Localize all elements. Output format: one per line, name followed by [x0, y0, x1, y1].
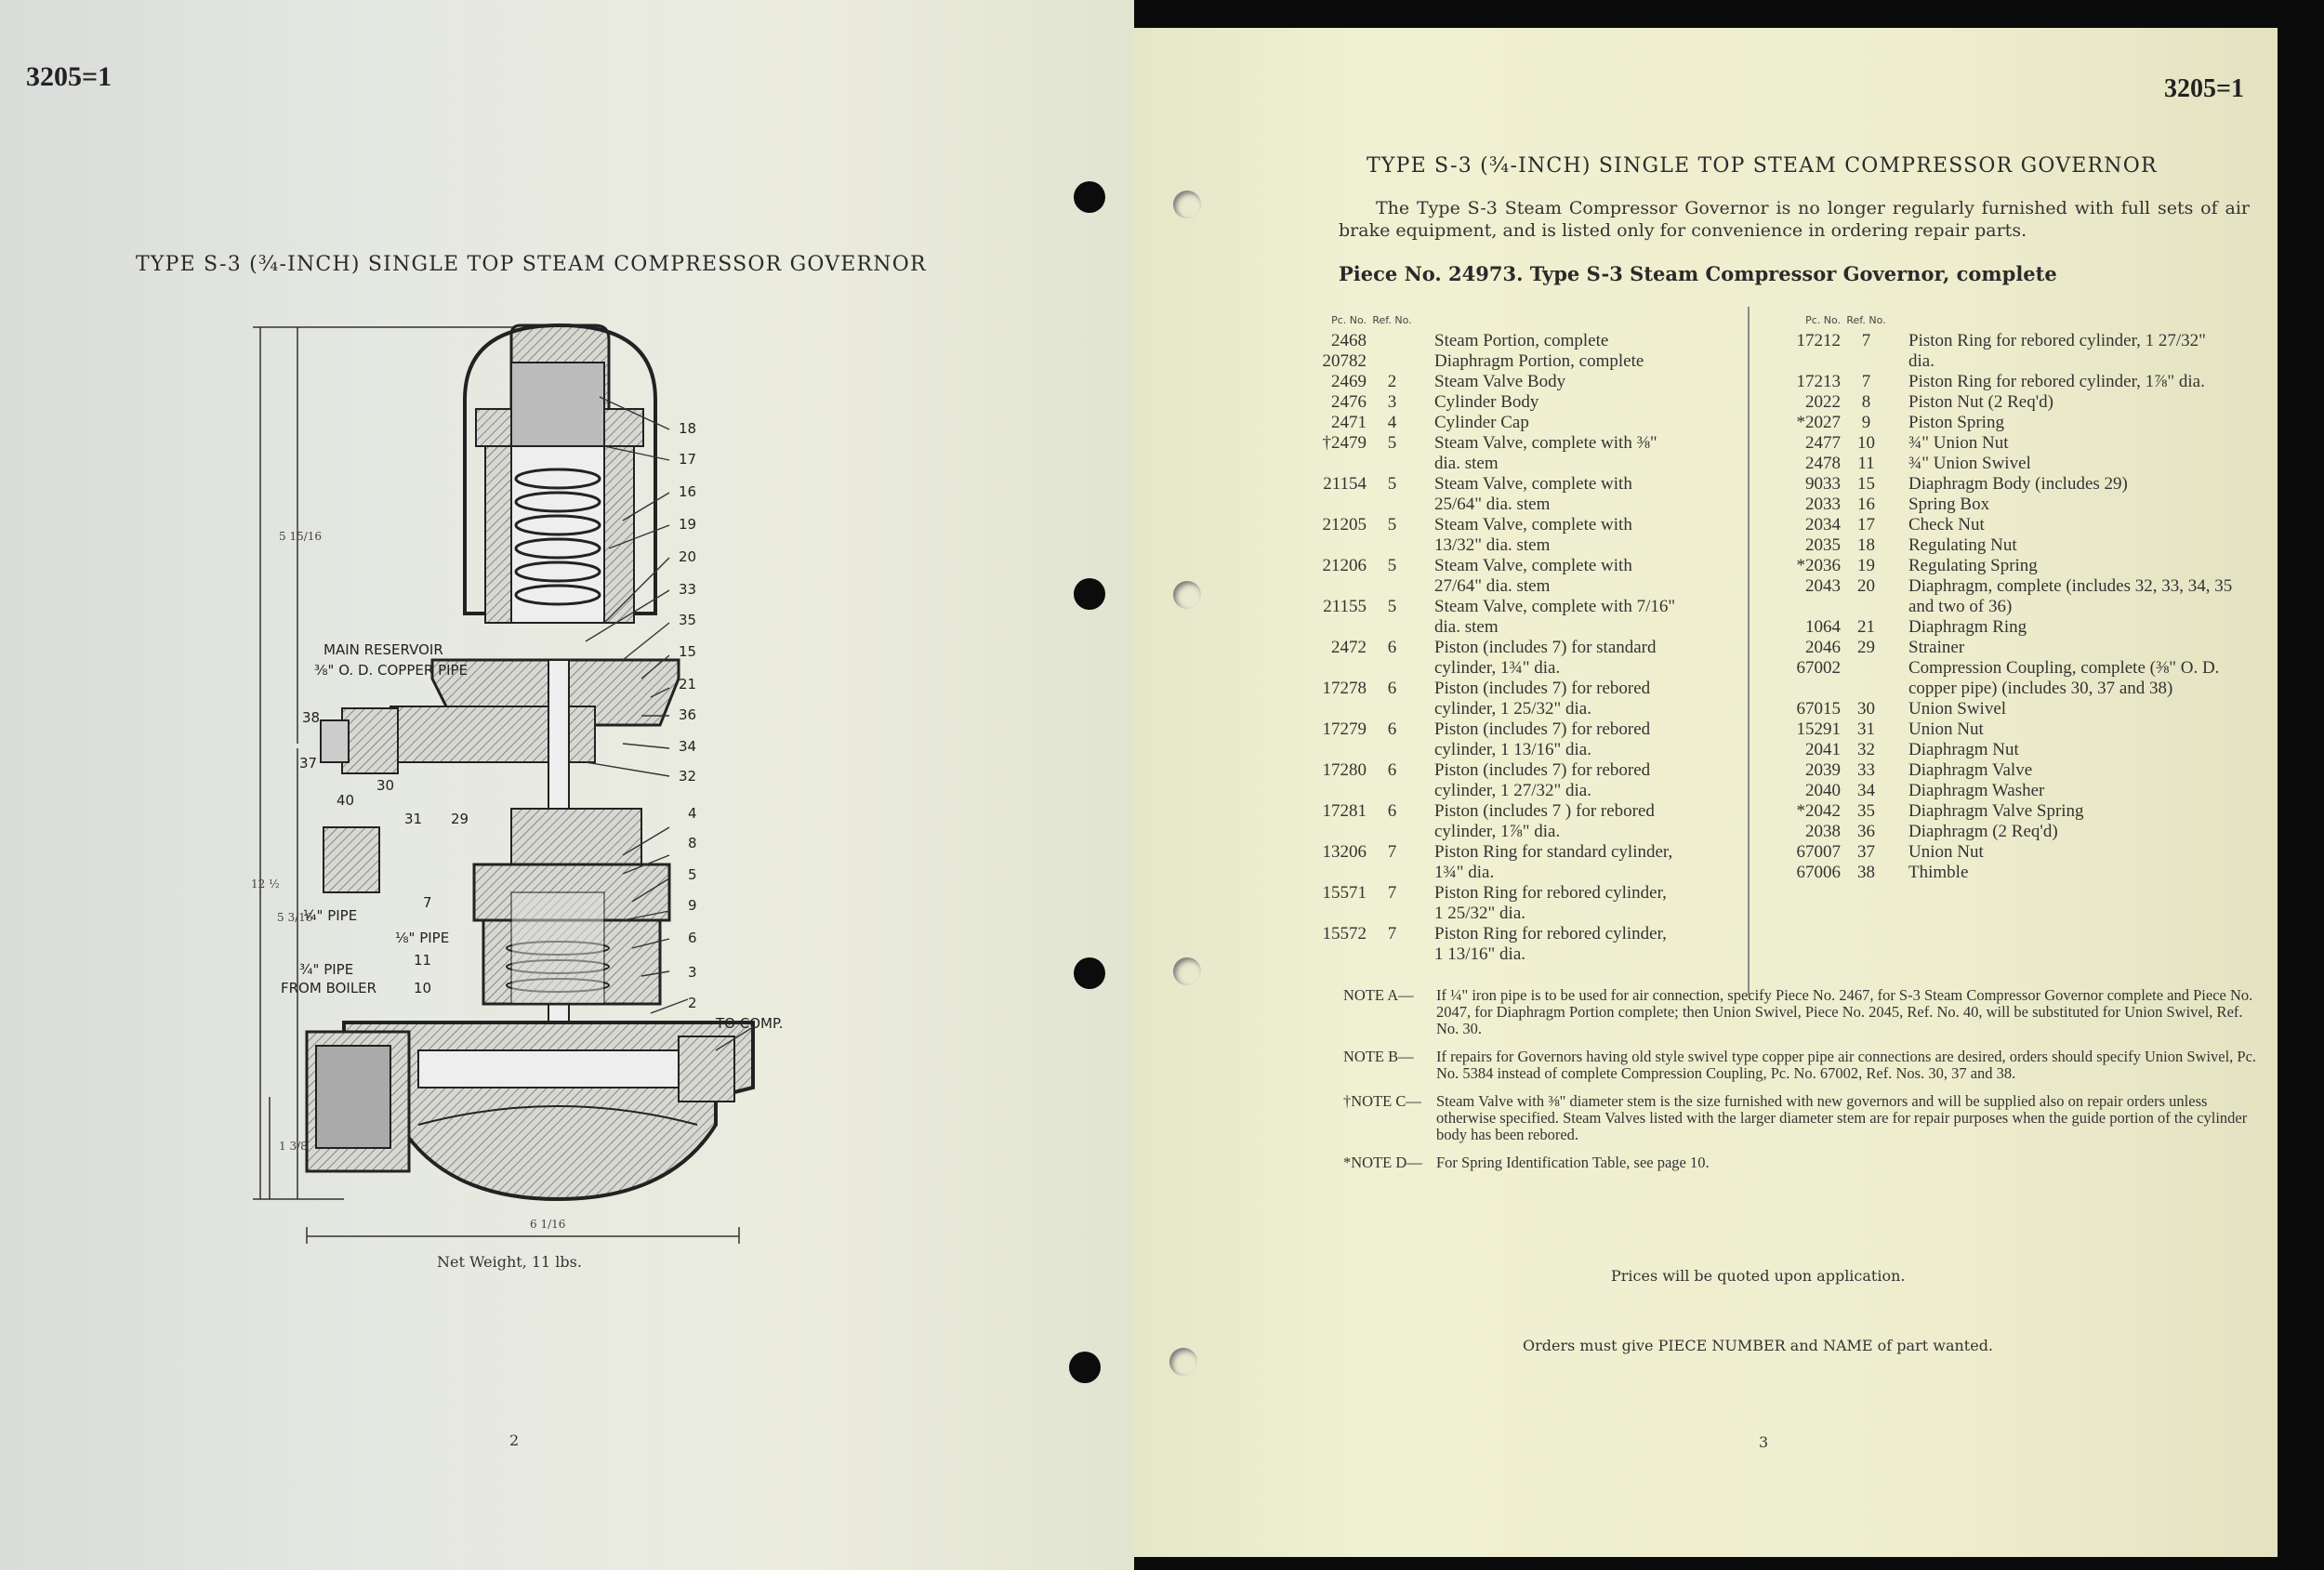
ref-number: 5	[1387, 433, 1397, 453]
callout-20: 20	[679, 548, 697, 565]
part-description: Piston Ring for standard cylinder, 1¾" dia.	[1434, 842, 1673, 882]
orders-note: Orders must give PIECE NUMBER and NAME of part wanted.	[1523, 1337, 1994, 1354]
punch-hole	[1173, 581, 1201, 609]
piece-number: 2468	[1331, 331, 1367, 350]
ref-number: 30	[1857, 699, 1875, 719]
callout-15: 15	[679, 643, 697, 660]
part-description: Piston Ring for rebored cylinder, 1⅞" dia.	[1908, 372, 2205, 391]
left-page	[0, 0, 1134, 1570]
piece-number: 21206	[1322, 556, 1367, 575]
ref-number: 5	[1387, 474, 1397, 494]
column-divider	[1748, 307, 1750, 995]
part-description: Piston Nut (2 Req'd)	[1908, 392, 2053, 412]
callout-38: 38	[302, 709, 321, 726]
table-row	[1752, 556, 2236, 576]
table-row	[1278, 331, 1678, 351]
part-description: ¾" Union Swivel	[1908, 454, 2031, 473]
punch-hole	[1074, 181, 1105, 213]
table-row	[1752, 433, 2236, 454]
ref-number: 7	[1861, 372, 1871, 391]
part-description: Piston Ring for rebored cylinder, 1 27/32" dia.	[1908, 331, 2206, 371]
piece-number: 67007	[1796, 842, 1841, 862]
pc-no-header: Pc. No.	[1331, 314, 1367, 326]
ref-number: 5	[1387, 515, 1397, 534]
label-three-quarter-pipe: ¾" PIPE	[299, 961, 354, 978]
ref-number: 34	[1857, 781, 1875, 800]
ref-no-header: Ref. No.	[1846, 314, 1886, 326]
parts-list-left	[1278, 310, 1678, 965]
table-row	[1752, 495, 2236, 515]
piece-number: 17278	[1322, 679, 1367, 698]
doc-number: 3205=1	[2164, 74, 2244, 103]
table-row	[1752, 638, 2236, 658]
table-header	[1278, 310, 1678, 331]
table-row	[1278, 842, 1678, 883]
part-description: Cylinder Body	[1434, 392, 1539, 412]
part-description: Piston Ring for rebored cylinder, 1 13/16" dia.	[1434, 924, 1667, 964]
piece-number: 67002	[1796, 658, 1841, 678]
callout-21: 21	[679, 676, 697, 693]
part-description: Diaphragm (2 Req'd)	[1908, 822, 2058, 841]
part-description: Thimble	[1908, 863, 1969, 882]
table-row	[1752, 617, 2236, 638]
label-quarter-pipe: ¼" PIPE	[303, 907, 358, 924]
part-description: Diaphragm Portion, complete	[1434, 351, 1644, 371]
piece-number: 2478	[1805, 454, 1841, 473]
ref-number: 4	[1387, 413, 1397, 432]
note-c	[1343, 1093, 2268, 1143]
punch-hole	[1074, 957, 1105, 989]
piece-number: 15291	[1796, 719, 1841, 739]
table-row	[1278, 392, 1678, 413]
callout-29: 29	[451, 811, 469, 827]
table-row	[1752, 842, 2236, 863]
table-row	[1278, 372, 1678, 392]
table-row	[1752, 658, 2236, 699]
part-description: Diaphragm Nut	[1908, 740, 2019, 759]
part-description: Union Nut	[1908, 719, 1984, 739]
table-row	[1278, 924, 1678, 965]
note-a	[1343, 987, 2268, 1037]
table-row	[1752, 454, 2236, 474]
piece-heading: Piece No. 24973. Type S-3 Steam Compressor Governor, complete	[1339, 262, 2057, 285]
callout-6: 6	[688, 930, 697, 946]
callout-4: 4	[688, 805, 697, 822]
callout-17: 17	[679, 451, 697, 468]
governor-section-drawing	[232, 307, 809, 1246]
ref-number: 36	[1857, 822, 1875, 841]
note-tag: †NOTE C—	[1343, 1092, 1421, 1110]
ref-number: 8	[1861, 392, 1871, 412]
notes-section	[1343, 987, 2268, 1182]
callout-35: 35	[679, 612, 697, 628]
table-row	[1752, 515, 2236, 535]
ref-number: 7	[1387, 883, 1397, 903]
note-tag: NOTE B—	[1343, 1048, 1414, 1065]
part-description: Piston (includes 7) for rebored cylinder, 1 25/32" dia.	[1434, 679, 1651, 719]
table-row	[1752, 801, 2236, 822]
part-description: ¾" Union Nut	[1908, 433, 2009, 453]
piece-number: 2040	[1805, 781, 1841, 800]
label-from-boiler: FROM BOILER	[281, 980, 377, 996]
part-description: Check Nut	[1908, 515, 1985, 534]
ref-number: 29	[1857, 638, 1875, 657]
piece-number: 15571	[1322, 883, 1367, 903]
table-row	[1278, 638, 1678, 679]
part-description: Steam Valve, complete with 25/64" dia. stem	[1434, 474, 1632, 514]
callout-33: 33	[679, 581, 697, 598]
ref-number: 17	[1857, 515, 1875, 534]
piece-number: 17279	[1322, 719, 1367, 739]
piece-number: 21155	[1323, 597, 1367, 616]
table-row	[1278, 351, 1678, 372]
note-text: If repairs for Governors having old style swivel type copper pipe air connections are desired, orders should specify Union Swivel, Pc. No. 5384 instead of complete Compression Coupling, Pc. No. 67002, Ref. Nos. 30, 37 and 38.	[1436, 1048, 2257, 1082]
ref-number: 31	[1857, 719, 1875, 739]
label-copper-pipe: ⅜" O. D. COPPER PIPE	[314, 662, 469, 679]
table-row	[1752, 781, 2236, 801]
ref-number: 32	[1857, 740, 1875, 759]
table-row	[1752, 535, 2236, 556]
punch-hole	[1173, 957, 1201, 985]
table-row	[1278, 719, 1678, 760]
part-description: Piston (includes 7) for standard cylinder, 1¾" dia.	[1434, 638, 1657, 678]
callout-34: 34	[679, 738, 697, 755]
net-weight: Net Weight, 11 lbs.	[437, 1253, 582, 1271]
piece-number: 2033	[1805, 495, 1841, 514]
piece-number: 2043	[1805, 576, 1841, 596]
label-to-comp: TO COMP.	[716, 1015, 784, 1032]
page-number: 2	[509, 1431, 520, 1449]
part-description: Piston (includes 7) for rebored cylinder, 1 27/32" dia.	[1434, 760, 1651, 800]
piece-number: 2022	[1805, 392, 1841, 412]
callout-37: 37	[299, 755, 318, 772]
table-row	[1278, 883, 1678, 924]
ref-number: 6	[1387, 760, 1397, 780]
piece-number: 21205	[1322, 515, 1367, 534]
piece-number: 21154	[1323, 474, 1367, 494]
prices-note: Prices will be quoted upon application.	[1611, 1267, 1906, 1285]
piece-number: *2042	[1796, 801, 1841, 821]
piece-number: 17212	[1796, 331, 1841, 350]
table-row	[1752, 474, 2236, 495]
note-text: For Spring Identification Table, see page 10.	[1436, 1154, 1710, 1171]
table-header	[1752, 310, 2236, 331]
ref-number: 18	[1857, 535, 1875, 555]
ref-number: 15	[1857, 474, 1875, 494]
piece-number: 17281	[1322, 801, 1367, 821]
part-description: Diaphragm Washer	[1908, 781, 2045, 800]
part-description: Union Nut	[1908, 842, 1984, 862]
table-row	[1278, 433, 1678, 474]
dim-width: 6 1/16	[530, 1218, 566, 1231]
table-row	[1278, 474, 1678, 515]
piece-number: 2476	[1331, 392, 1367, 412]
part-description: Steam Valve, complete with 13/32" dia. stem	[1434, 515, 1632, 555]
piece-number: 2477	[1805, 433, 1841, 453]
ref-number: 16	[1857, 495, 1875, 514]
piece-number: 2035	[1805, 535, 1841, 555]
ref-number: 5	[1387, 597, 1397, 616]
callout-9: 9	[688, 897, 697, 914]
note-text: Steam Valve with ⅜" diameter stem is the size furnished with new governors and will be supplied also on repair orders unless otherwise specified. Steam Valves listed with the larger diameter stem are for repair purposes when the guide portion of the cylinder body has been rebored.	[1436, 1092, 2248, 1143]
piece-number: *2027	[1796, 413, 1841, 432]
ref-number: 5	[1387, 556, 1397, 575]
callout-11: 11	[414, 952, 432, 969]
table-row	[1752, 576, 2236, 617]
table-row	[1752, 392, 2236, 413]
punch-hole	[1074, 578, 1105, 610]
intro-paragraph: The Type S-3 Steam Compressor Governor is no longer regularly furnished with full sets of air brake equipment, and is listed only for convenience in ordering repair parts.	[1339, 198, 2250, 241]
ref-number: 7	[1387, 924, 1397, 943]
table-row	[1278, 679, 1678, 719]
piece-number: 13206	[1322, 842, 1367, 862]
part-description: Diaphragm Ring	[1908, 617, 2027, 637]
ref-number	[1367, 331, 1418, 351]
ref-number	[1841, 658, 1892, 699]
label-main-reservoir: MAIN RESERVOIR	[324, 641, 443, 658]
piece-number: 2039	[1805, 760, 1841, 780]
part-description: Diaphragm Body (includes 29)	[1908, 474, 2128, 494]
table-row	[1278, 597, 1678, 638]
piece-number: 17213	[1796, 372, 1841, 391]
table-row	[1752, 863, 2236, 883]
ref-number: 9	[1861, 413, 1871, 432]
table-row	[1278, 556, 1678, 597]
dim-upper-height: 5 15/16	[279, 530, 323, 543]
table-row	[1752, 719, 2236, 740]
ref-number: 7	[1387, 842, 1397, 862]
doc-number: 3205=1	[26, 61, 112, 92]
callout-18: 18	[679, 420, 697, 437]
piece-number: 2471	[1331, 413, 1367, 432]
part-description: Regulating Spring	[1908, 556, 2038, 575]
table-row	[1752, 740, 2236, 760]
part-description: Piston Ring for rebored cylinder, 1 25/32" dia.	[1434, 883, 1667, 923]
table-row	[1278, 515, 1678, 556]
piece-number: 9033	[1805, 474, 1841, 494]
part-description: Strainer	[1908, 638, 1965, 657]
ref-no-header: Ref. No.	[1372, 314, 1412, 326]
page-title: TYPE S-3 (¾-INCH) SINGLE TOP STEAM COMPRESSOR GOVERNOR	[1367, 154, 2158, 178]
part-description: Piston (includes 7 ) for rebored cylinder, 1⅞" dia.	[1434, 801, 1655, 841]
table-row	[1752, 699, 2236, 719]
piece-number: 20782	[1322, 351, 1367, 371]
note-d	[1343, 1154, 2268, 1171]
label-eighth-pipe: ⅛" PIPE	[395, 930, 450, 946]
note-tag: *NOTE D—	[1343, 1154, 1422, 1171]
part-description: Steam Valve, complete with 27/64" dia. stem	[1434, 556, 1632, 596]
part-description: Union Swivel	[1908, 699, 2007, 719]
ref-number: 37	[1857, 842, 1875, 862]
part-description: Diaphragm Valve	[1908, 760, 2033, 780]
piece-number: 2469	[1331, 372, 1367, 391]
piece-number: 2038	[1805, 822, 1841, 841]
piece-number: 1064	[1805, 617, 1841, 637]
ref-number: 6	[1387, 679, 1397, 698]
table-row	[1752, 413, 2236, 433]
part-description: Piston (includes 7) for rebored cylinder, 1 13/16" dia.	[1434, 719, 1651, 759]
part-description: Steam Valve, complete with ⅜" dia. stem	[1434, 433, 1657, 473]
parts-list-right	[1752, 310, 2236, 883]
piece-number: 2472	[1331, 638, 1367, 657]
part-description: Diaphragm Valve Spring	[1908, 801, 2084, 821]
table-row	[1752, 760, 2236, 781]
pc-no-header: Pc. No.	[1805, 314, 1841, 326]
part-description: Steam Portion, complete	[1434, 331, 1609, 350]
callout-31: 31	[404, 811, 423, 827]
part-description: Steam Valve, complete with 7/16" dia. stem	[1434, 597, 1676, 637]
table-row	[1752, 822, 2236, 842]
piece-number: 2046	[1805, 638, 1841, 657]
dim-overall-height: 12 ½	[251, 877, 280, 891]
table-row	[1278, 413, 1678, 433]
ref-number: 11	[1857, 454, 1875, 473]
callout-30: 30	[376, 777, 395, 794]
piece-number: 17280	[1322, 760, 1367, 780]
ref-number: 6	[1387, 801, 1397, 821]
part-description: Spring Box	[1908, 495, 1990, 514]
piece-number: *2036	[1796, 556, 1841, 575]
table-row	[1752, 372, 2236, 392]
part-description: Compression Coupling, complete (⅜" O. D. copper pipe) (includes 30, 37 and 38)	[1908, 658, 2220, 698]
part-description: Piston Spring	[1908, 413, 2004, 432]
callout-19: 19	[679, 516, 697, 533]
note-b	[1343, 1049, 2268, 1082]
part-description: Diaphragm, complete (includes 32, 33, 34, 35 and two of 36)	[1908, 576, 2233, 616]
callout-10: 10	[414, 980, 432, 996]
piece-number: 67015	[1796, 699, 1841, 719]
ref-number: 20	[1857, 576, 1875, 596]
part-description: Cylinder Cap	[1434, 413, 1529, 432]
table-row	[1752, 331, 2236, 372]
ref-number: 19	[1857, 556, 1875, 575]
callout-36: 36	[679, 706, 697, 723]
callout-5: 5	[688, 866, 697, 883]
piece-number: 2041	[1805, 740, 1841, 759]
callout-16: 16	[679, 483, 697, 500]
punch-hole	[1173, 191, 1201, 218]
page-number: 3	[1759, 1433, 1769, 1451]
punch-hole	[1169, 1348, 1197, 1376]
callout-7: 7	[423, 894, 432, 911]
piece-number: 67006	[1796, 863, 1841, 882]
piece-number: 15572	[1322, 924, 1367, 943]
callout-3: 3	[688, 964, 697, 981]
dim-lower-height: 1 3/8	[279, 1140, 308, 1153]
part-description: Regulating Nut	[1908, 535, 2017, 555]
callout-40: 40	[337, 792, 355, 809]
ref-number	[1367, 351, 1418, 372]
ref-number: 10	[1857, 433, 1875, 453]
ref-number: 21	[1857, 617, 1875, 637]
ref-number: 6	[1387, 638, 1397, 657]
callout-8: 8	[688, 835, 697, 851]
ref-number: 6	[1387, 719, 1397, 739]
ref-number: 38	[1857, 863, 1875, 882]
ref-number: 35	[1857, 801, 1875, 821]
callout-2: 2	[688, 995, 697, 1011]
piece-number: 2034	[1805, 515, 1841, 534]
ref-number: 2	[1387, 372, 1397, 391]
note-tag: NOTE A—	[1343, 986, 1414, 1004]
piece-number: †2479	[1322, 433, 1367, 453]
note-text: If ¼" iron pipe is to be used for air connection, specify Piece No. 2467, for S-3 Steam Compressor Governor complete and Piece No. 2047, for Diaphragm Portion complete; then Union Swivel, Piece No. 2045, Ref. No. 40, will be substituted for Union Swivel, Ref. No. 30.	[1436, 986, 2253, 1037]
ref-number: 7	[1861, 331, 1871, 350]
page-title: TYPE S-3 (¾-INCH) SINGLE TOP STEAM COMPRESSOR GOVERNOR	[136, 253, 927, 276]
ref-number: 3	[1387, 392, 1397, 412]
right-page	[1134, 28, 2278, 1557]
table-row	[1278, 760, 1678, 801]
dim-mid-height: 5 3/16	[277, 911, 313, 924]
part-description: Steam Valve Body	[1434, 372, 1566, 391]
ref-number: 33	[1857, 760, 1875, 780]
punch-hole	[1069, 1352, 1101, 1383]
callout-32: 32	[679, 768, 697, 785]
table-row	[1278, 801, 1678, 842]
